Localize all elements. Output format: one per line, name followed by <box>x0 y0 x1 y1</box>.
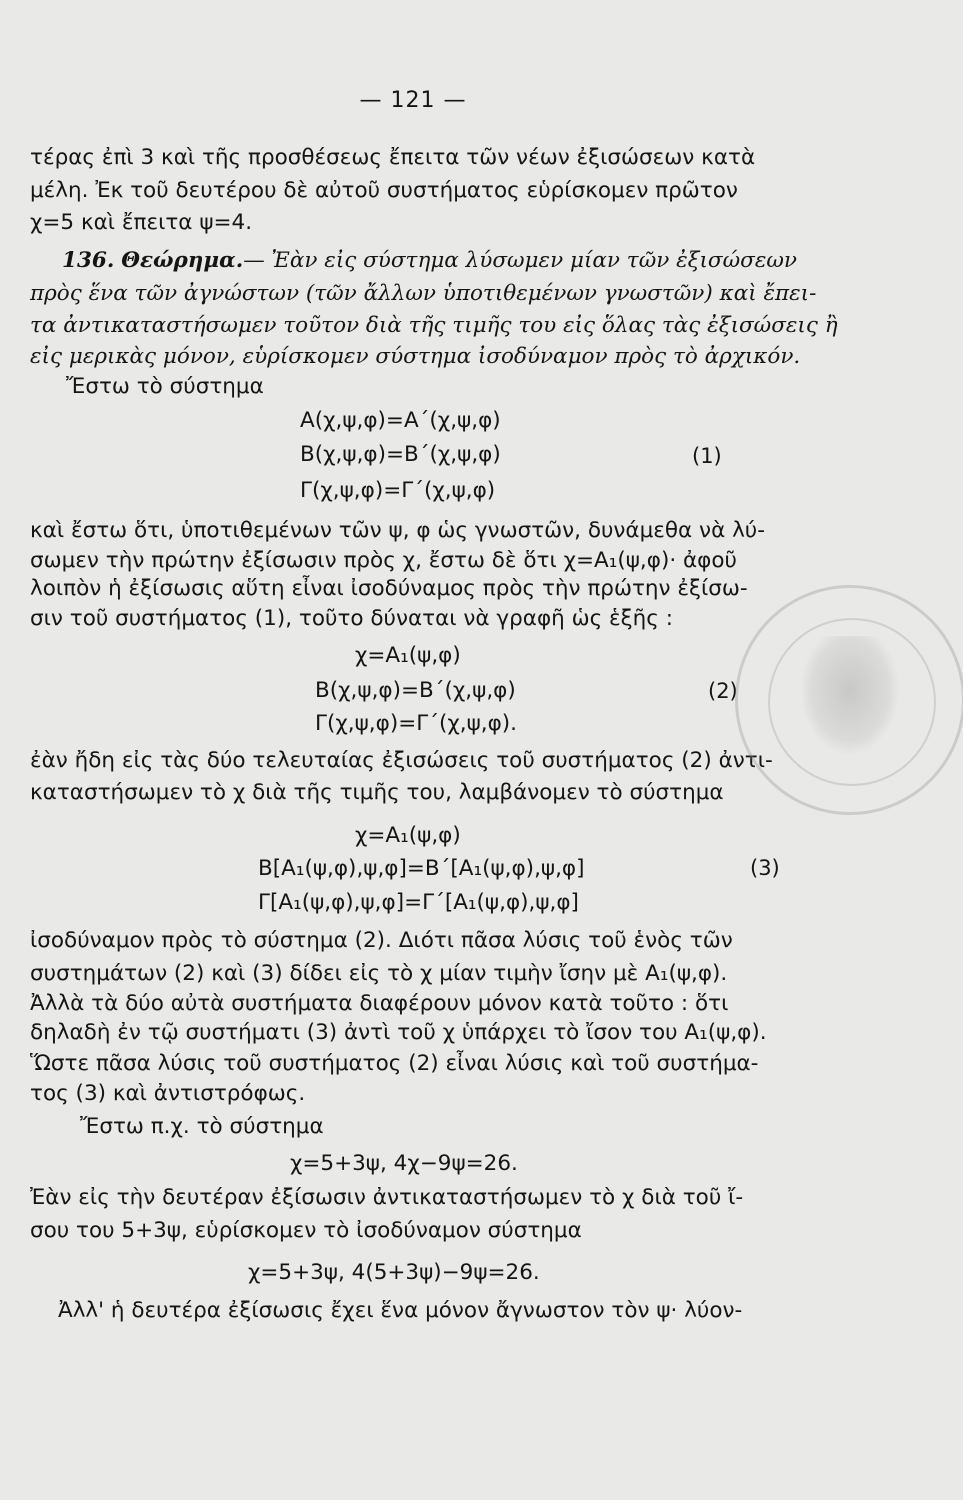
equation: Γ(χ,ψ,φ)=Γ΄(χ,ψ,φ) <box>300 478 496 503</box>
text-line: χ=5 καὶ ἔπειτα ψ=4. <box>30 210 253 235</box>
text-line: καταστήσωμεν τὸ χ διὰ τῆς τιμῆς του, λαμβάνομεν τὸ σύστημα <box>30 780 724 805</box>
text-line: σιν τοῦ συστήματος (1), τοῦτο δύναται νὰ γραφῆ ὡς ἑξῆς : <box>30 606 673 631</box>
text-line: δηλαδὴ ἐν τῷ συστήματι (3) ἀντὶ τοῦ χ ὑπάρχει τὸ ἴσον του A₁(ψ,φ). <box>30 1020 767 1045</box>
text-line: σου του 5+3ψ, εὑρίσκομεν τὸ ἰσοδύναμον σύστημα <box>30 1218 582 1243</box>
text-line: Ὥστε πᾶσα λύσις τοῦ συστήματος (2) εἶναι λύσις καὶ τοῦ συστήμα- <box>30 1051 759 1076</box>
text-line: μέλη. Ἐκ τοῦ δευτέρου δὲ αὐτοῦ συστήματος εὑρίσκομεν πρῶτον <box>30 178 738 203</box>
theorem-line <box>62 250 797 272</box>
equation: B(χ,ψ,φ)=B΄(χ,ψ,φ) <box>300 442 501 467</box>
equation: A(χ,ψ,φ)=A΄(χ,ψ,φ) <box>300 408 501 433</box>
text-line: Ἔστω τὸ σύστημα <box>66 374 264 399</box>
theorem-statement: εἰς μερικὰς μόνον, εὑρίσκομεν σύστημα ἰσοδύναμον πρὸς τὸ ἀρχικόν. <box>30 344 801 369</box>
text-line: ἰσοδύναμον πρὸς τὸ σύστημα (2). Διότι πᾶσα λύσις τοῦ ἑνὸς τῶν <box>30 928 733 953</box>
text-line: λοιπὸν ἡ ἐξίσωσις αὕτη εἶναι ἰσοδύναμος πρὸς τὴν πρώτην ἐξίσω- <box>30 576 748 601</box>
text-line: καὶ ἔστω ὅτι, ὑποτιθεμένων τῶν ψ, φ ὡς γνωστῶν, δυνάμεθα νὰ λύ- <box>30 518 765 543</box>
text-line: τος (3) καὶ ἀντιστρόφως. <box>30 1081 306 1106</box>
text-line: Ἀλλὰ τὰ δύο αὐτὰ συστήματα διαφέρουν μόνον κατὰ τοῦτο : ὅτι <box>30 991 729 1016</box>
text-line: σωμεν τὴν πρώτην ἐξίσωσιν πρὸς χ, ἔστω δὲ ὅτι χ=A₁(ψ,φ)· ἀφοῦ <box>30 548 737 573</box>
equation: Γ(χ,ψ,φ)=Γ΄(χ,ψ,φ). <box>315 711 518 736</box>
theorem-title: Θεώρημα. <box>121 248 244 273</box>
equation: B[A₁(ψ,φ),ψ,φ]=B΄[A₁(ψ,φ),ψ,φ] <box>258 856 585 881</box>
theorem-number: 136. <box>62 248 115 273</box>
theorem-statement: πρὸς ἕνα τῶν ἀγνώστων (τῶν ἄλλων ὑποτιθεμένων γνωστῶν) καὶ ἔπει- <box>30 281 817 306</box>
text-line: ἐὰν ἤδη εἰς τὰς δύο τελευταίας ἐξισώσεις τοῦ συστήματος (2) ἀντι- <box>30 748 773 773</box>
equation: χ=A₁(ψ,φ) <box>355 823 461 848</box>
text-line: συστημάτων (2) καὶ (3) δίδει εἰς τὸ χ μίαν τιμὴν ἴσην μὲ A₁(ψ,φ). <box>30 961 728 986</box>
text-line: Ἐὰν εἰς τὴν δευτέραν ἐξίσωσιν ἀντικαταστήσωμεν τὸ χ διὰ τοῦ ἴ- <box>30 1185 744 1210</box>
text-line: τέρας ἐπὶ 3 καὶ τῆς προσθέσεως ἔπειτα τῶν νέων ἐξισώσεων κατὰ <box>30 145 756 170</box>
equation: B(χ,ψ,φ)=B΄(χ,ψ,φ) <box>315 678 516 703</box>
equation: Γ[A₁(ψ,φ),ψ,φ]=Γ΄[A₁(ψ,φ),ψ,φ] <box>258 890 579 915</box>
equation: χ=5+3ψ, 4χ−9ψ=26. <box>290 1151 518 1176</box>
theorem-statement: τα ἀντικαταστήσωμεν τοῦτον διὰ τῆς τιμῆς του εἰς ὅλας τὰς ἐξισώσεις ἢ <box>30 313 838 338</box>
equation-tag: (2) <box>708 679 738 703</box>
text-line: Ἀλλ' ἡ δευτέρα ἐξίσωσις ἔχει ἕνα μόνον ἄγνωστον τὸν ψ· λύον- <box>58 1298 743 1323</box>
equation: χ=A₁(ψ,φ) <box>355 643 461 668</box>
theorem-statement-start: — Ἐὰν εἰς σύστημα λύσωμεν μίαν τῶν ἐξισώσεων <box>243 248 797 273</box>
page-number: — 121 — <box>359 88 467 113</box>
text-line: Ἔστω π.χ. τὸ σύστημα <box>80 1114 324 1139</box>
equation-tag: (1) <box>692 444 722 468</box>
equation-tag: (3) <box>750 856 780 880</box>
library-stamp <box>735 585 963 815</box>
equation: χ=5+3ψ, 4(5+3ψ)−9ψ=26. <box>248 1260 540 1285</box>
stamp-figure <box>800 636 900 756</box>
